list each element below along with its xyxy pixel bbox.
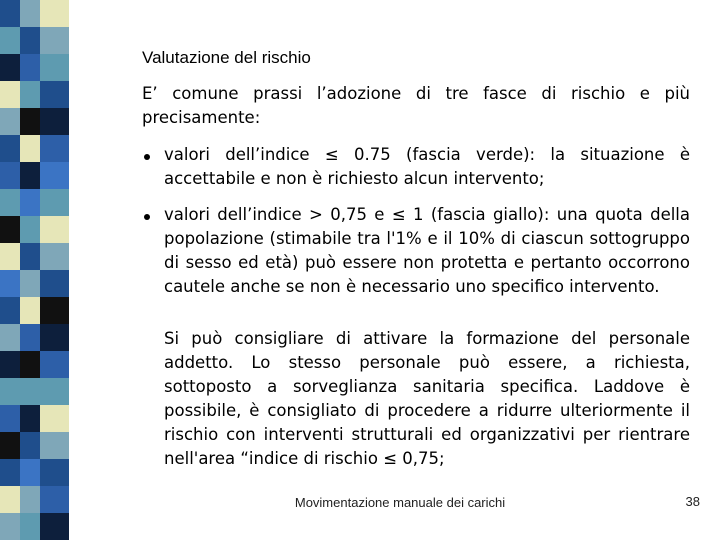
bullet-item: valori dell’indice ≤ 0.75 (fascia verde): la situazione è accettabile e non è richiesto alcun intervento; — [164, 145, 690, 188]
continuation-paragraph: Si può consigliare di attivare la formazione del personale addetto. Lo stesso personale può essere, a richiesta, sottoposto a sorveglianza sanitaria specifica. Laddove è possibile, è consigliato di procedere a ridurre ulteriormente il rischio con interventi strutturali ed organizzativi per rientrare nell'area “indice di rischio ≤ 0,75; — [164, 329, 690, 468]
page-number: 38 — [685, 494, 700, 509]
slide-title: Valutazione del rischio — [142, 48, 311, 67]
bullet-item: valori dell’indice > 0,75 e ≤ 1 (fascia giallo): una quota della popolazione (stimabile tra l'1% e il 10% di ciascun sottogruppo di sesso ed età) può essere non protetta e pertanto occorrono cautele anche se non è necessario uno specifico intervento. — [164, 205, 690, 296]
bullet-marker — [144, 214, 150, 220]
bullet-marker — [144, 154, 150, 160]
intro-paragraph: E’ comune prassi l’adozione di tre fasce di rischio e più precisamente: — [142, 84, 690, 127]
footer-title: Movimentazione manuale dei carichi — [294, 495, 506, 510]
